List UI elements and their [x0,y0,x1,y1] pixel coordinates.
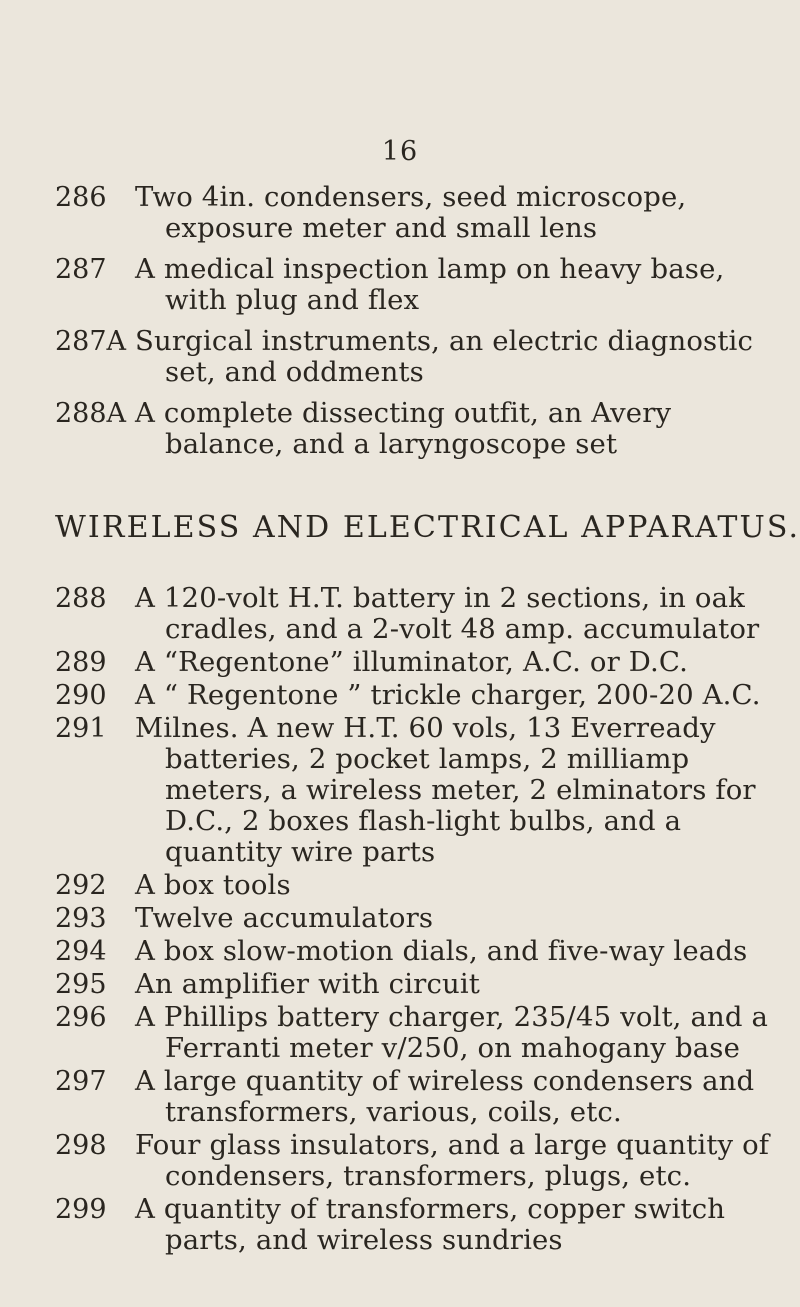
lot-entry [55,326,775,388]
lot-description: A large quantity of wireless condensers and transformers, various, coils, etc. [135,1065,755,1128]
lot-entry [55,713,775,868]
lot-entry [55,936,775,967]
lot-entry [55,969,775,1000]
lot-entry [55,182,775,244]
lot-description: A Phillips battery charger, 235/45 volt, and a Ferranti meter v/250, on mahogany base [135,1001,769,1064]
lot-number: 297 [55,1066,107,1097]
lot-entry [55,583,775,645]
lot-entry [55,1002,775,1064]
section-heading: WIRELESS AND ELECTRICAL APPARATUS. [55,510,800,545]
lot-entry [55,1066,775,1128]
lot-description: A box tools [135,869,291,901]
lot-description: A box slow-motion dials, and five-way leads [135,935,748,967]
lot-number: 288A [55,398,127,429]
lot-description: A “Regentone” illuminator, A.C. or D.C. [135,646,688,678]
lot-number: 290 [55,680,107,711]
lot-description: A “ Regentone ” trickle charger, 200-20 A.C. [135,679,761,711]
lot-description: An amplifier with circuit [135,968,481,1000]
lot-description: Surgical instruments, an electric diagnostic set, and oddments [135,325,754,388]
lot-number: 289 [55,647,107,678]
lot-number: 296 [55,1002,107,1033]
lot-number: 299 [55,1194,107,1225]
lot-number: 291 [55,713,107,744]
lot-entry [55,903,775,934]
lot-number: 286 [55,182,107,213]
lot-number: 298 [55,1130,107,1161]
lot-description: A 120-volt H.T. battery in 2 sections, in oak cradles, and a 2-volt 48 amp. accumulator [135,582,760,645]
lot-description: Milnes. A new H.T. 60 vols, 13 Everready batteries, 2 pocket lamps, 2 milliamp meters, a wireless meter, 2 elminators for D.C., 2 boxes flash-light bulbs, and a quantity wire parts [135,712,756,868]
lot-entry [55,398,775,460]
lot-entry [55,254,775,316]
lot-entry [55,1130,775,1192]
lot-entry [55,870,775,901]
lot-entry [55,680,775,711]
lot-description: A medical inspection lamp on heavy base, with plug and flex [135,253,725,316]
lot-description: Two 4in. condensers, seed microscope, exposure meter and small lens [135,181,687,244]
lot-number: 287A [55,326,127,357]
lot-number: 292 [55,870,107,901]
lot-description: A quantity of transformers, copper switch parts, and wireless sundries [135,1193,726,1256]
page-number: 16 [381,136,419,167]
lot-number: 294 [55,936,107,967]
lot-number: 287 [55,254,107,285]
lot-entry [55,1194,775,1256]
lot-description: A complete dissecting outfit, an Avery balance, and a laryngoscope set [135,397,672,460]
lot-description: Twelve accumulators [135,902,434,934]
lot-number: 295 [55,969,107,1000]
lot-description: Four glass insulators, and a large quantity of condensers, transformers, plugs, etc. [135,1129,770,1192]
lot-entry [55,647,775,678]
lot-number: 288 [55,583,107,614]
lot-number: 293 [55,903,107,934]
